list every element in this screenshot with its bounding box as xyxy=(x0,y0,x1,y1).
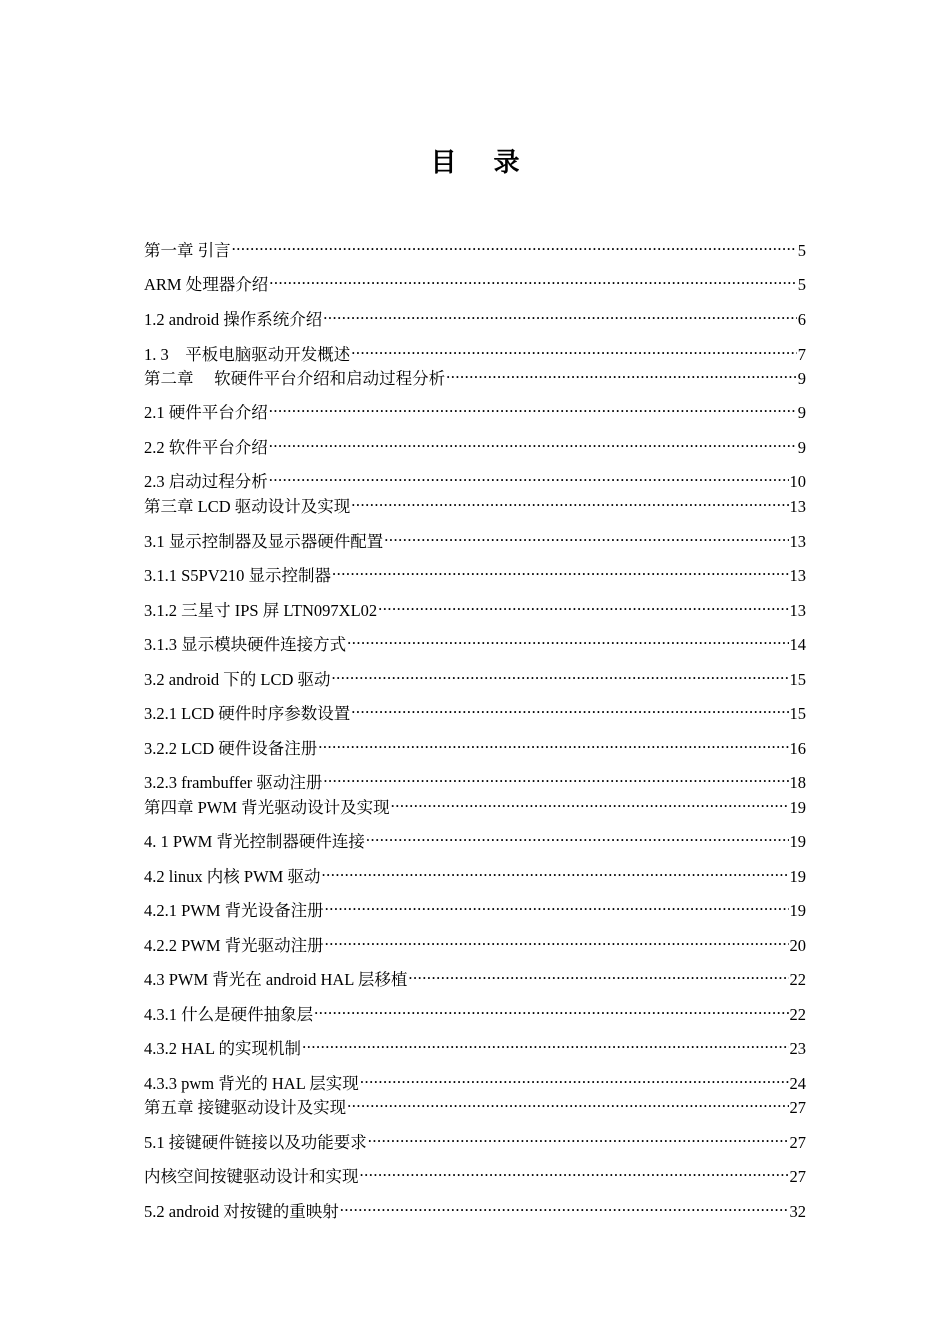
dot-leader xyxy=(269,396,797,418)
toc-entry-page-number: 19 xyxy=(789,798,806,817)
toc-entry-label: 1.2 android 操作系统介绍 xyxy=(144,310,323,329)
dot-leader xyxy=(314,998,788,1020)
toc-entry-page-number: 18 xyxy=(789,773,806,792)
dot-leader xyxy=(269,465,789,487)
toc-entry-page-number: 10 xyxy=(789,472,806,491)
toc-entry[interactable] xyxy=(144,431,806,457)
toc-entry[interactable] xyxy=(144,525,806,551)
dot-leader xyxy=(302,1032,788,1054)
toc-entry-label: 3.1.1 S5PV210 显示控制器 xyxy=(144,566,332,585)
toc-entry-page-number: 16 xyxy=(789,739,806,758)
dot-leader xyxy=(408,963,788,985)
dot-leader xyxy=(391,791,789,813)
toc-entry[interactable] xyxy=(144,663,806,689)
dot-leader xyxy=(368,1126,789,1148)
toc-entry-page-number: 24 xyxy=(789,1074,806,1093)
toc-entry-label: 4.3.2 HAL 的实现机制 xyxy=(144,1039,302,1058)
toc-entry-page-number: 27 xyxy=(789,1098,806,1117)
dot-leader xyxy=(325,894,789,916)
toc-entry-label: 3.1 显示控制器及显示器硬件配置 xyxy=(144,532,384,551)
toc-entry-page-number: 9 xyxy=(797,438,806,457)
dot-leader xyxy=(347,1091,788,1113)
toc-entry-page-number: 22 xyxy=(789,970,806,989)
toc-entry[interactable] xyxy=(144,1091,806,1117)
toc-entry-label: 4.3.3 pwm 背光的 HAL 层实现 xyxy=(144,1074,359,1093)
toc-entry-label: 4.3.1 什么是硬件抽象层 xyxy=(144,1005,314,1024)
dot-leader xyxy=(351,697,788,719)
page-title: 目 录 xyxy=(430,148,534,178)
toc-entry-label: 内核空间按键驱动设计和实现 xyxy=(144,1167,359,1186)
toc-entry-page-number: 14 xyxy=(789,635,806,654)
dot-leader xyxy=(325,929,789,951)
toc-entry-label: 第一章 引言 xyxy=(144,241,231,260)
toc-entry-page-number: 5 xyxy=(797,275,806,294)
toc-entry-page-number: 15 xyxy=(789,704,806,723)
dot-leader xyxy=(232,234,797,256)
toc-entry-page-number: 20 xyxy=(789,936,806,955)
toc-entry[interactable] xyxy=(144,697,806,723)
toc-entry-label: 3.2.1 LCD 硬件时序参数设置 xyxy=(144,704,351,723)
toc-entry-label: 第二章 软硬件平台介绍和启动过程分析 xyxy=(144,369,446,388)
dot-leader xyxy=(384,525,788,547)
dot-leader xyxy=(323,303,796,325)
toc-entry[interactable] xyxy=(144,234,806,260)
toc-entry-label: 4.2 linux 内核 PWM 驱动 xyxy=(144,867,321,886)
toc-entry[interactable] xyxy=(144,362,806,388)
toc-entry-page-number: 13 xyxy=(789,497,806,516)
dot-leader xyxy=(332,663,789,685)
toc-entry[interactable] xyxy=(144,594,806,620)
toc-entry[interactable] xyxy=(144,1195,806,1221)
toc-entry-page-number: 13 xyxy=(789,601,806,620)
dot-leader xyxy=(269,431,797,453)
toc-entry[interactable] xyxy=(144,1067,806,1093)
toc-entry[interactable] xyxy=(144,628,806,654)
toc-entry[interactable] xyxy=(144,791,806,817)
dot-leader xyxy=(347,628,788,650)
toc-entry-label: 3.1.2 三星寸 IPS 屏 LTN097XL02 xyxy=(144,601,378,620)
toc-entry-label: 2.3 启动过程分析 xyxy=(144,472,268,491)
toc-entry-label: 2.2 软件平台介绍 xyxy=(144,438,268,457)
dot-leader xyxy=(378,594,788,616)
toc-entry-page-number: 19 xyxy=(789,867,806,886)
dot-leader xyxy=(318,732,788,754)
dot-leader xyxy=(321,860,788,882)
dot-leader xyxy=(269,268,797,290)
toc-entry-page-number: 19 xyxy=(789,832,806,851)
toc-entry-label: 3.2.3 frambuffer 驱动注册 xyxy=(144,773,323,792)
toc-entry-label: 4.2.1 PWM 背光设备注册 xyxy=(144,901,324,920)
toc-entry-page-number: 13 xyxy=(789,532,806,551)
toc-entry[interactable] xyxy=(144,338,806,364)
dot-leader xyxy=(360,1067,789,1089)
toc-entry-label: 4.2.2 PWM 背光驱动注册 xyxy=(144,936,324,955)
dot-leader xyxy=(366,825,789,847)
toc-entry[interactable] xyxy=(144,396,806,422)
toc-entry-label: 第三章 LCD 驱动设计及实现 xyxy=(144,497,351,516)
toc-entry[interactable] xyxy=(144,1160,806,1186)
toc-entry-label: ARM 处理器介绍 xyxy=(144,275,269,294)
toc-entry-page-number: 9 xyxy=(797,369,806,388)
toc-entry-label: 4. 1 PWM 背光控制器硬件连接 xyxy=(144,832,365,851)
dot-leader xyxy=(351,490,788,512)
toc-entry[interactable] xyxy=(144,963,806,989)
toc-entry-page-number: 19 xyxy=(789,901,806,920)
dot-leader xyxy=(360,1160,789,1182)
toc-entry-page-number: 5 xyxy=(797,241,806,260)
dot-leader xyxy=(323,766,788,788)
toc-entry-page-number: 23 xyxy=(789,1039,806,1058)
toc-entry-label: 2.1 硬件平台介绍 xyxy=(144,403,268,422)
toc-entry[interactable] xyxy=(144,929,806,955)
toc-entry-label: 1. 3 平板电脑驱动开发概述 xyxy=(144,345,351,364)
toc-entry[interactable] xyxy=(144,465,806,491)
toc-entry-label: 3.1.3 显示模块硬件连接方式 xyxy=(144,635,347,654)
toc-entry-label: 5.1 接键硬件链接以及功能要求 xyxy=(144,1133,367,1152)
toc-entry-label: 5.2 android 对按键的重映射 xyxy=(144,1202,339,1221)
toc-entry[interactable] xyxy=(144,1032,806,1058)
dot-leader xyxy=(446,362,797,384)
toc-entry-page-number: 27 xyxy=(789,1167,806,1186)
dot-leader xyxy=(351,338,797,360)
toc-entry[interactable] xyxy=(144,766,806,792)
toc-entry-page-number: 9 xyxy=(797,403,806,422)
toc-entry[interactable] xyxy=(144,268,806,294)
toc-entry[interactable] xyxy=(144,490,806,516)
toc-entry[interactable] xyxy=(144,1126,806,1152)
dot-leader xyxy=(332,559,788,581)
toc-entry[interactable] xyxy=(144,825,806,851)
toc-entry[interactable] xyxy=(144,732,806,758)
toc-entry[interactable] xyxy=(144,303,806,329)
toc-entry-page-number: 13 xyxy=(789,566,806,585)
toc-entry-page-number: 22 xyxy=(789,1005,806,1024)
toc-entry[interactable] xyxy=(144,559,806,585)
toc-entry-page-number: 7 xyxy=(797,345,806,364)
toc-entry-label: 第四章 PWM 背光驱动设计及实现 xyxy=(144,798,390,817)
toc-entry[interactable] xyxy=(144,894,806,920)
toc-entry-label: 4.3 PWM 背光在 android HAL 层移植 xyxy=(144,970,408,989)
toc-entry[interactable] xyxy=(144,998,806,1024)
toc-entry-page-number: 32 xyxy=(789,1202,806,1221)
toc-entry-page-number: 27 xyxy=(789,1133,806,1152)
toc-entry-label: 3.2.2 LCD 硬件设备注册 xyxy=(144,739,318,758)
toc-entry-label: 3.2 android 下的 LCD 驱动 xyxy=(144,670,331,689)
toc-entry[interactable] xyxy=(144,860,806,886)
toc-entry-label: 第五章 接键驱动设计及实现 xyxy=(144,1098,347,1117)
toc-entry-page-number: 15 xyxy=(789,670,806,689)
dot-leader xyxy=(340,1195,789,1217)
toc-entry-page-number: 6 xyxy=(797,310,806,329)
